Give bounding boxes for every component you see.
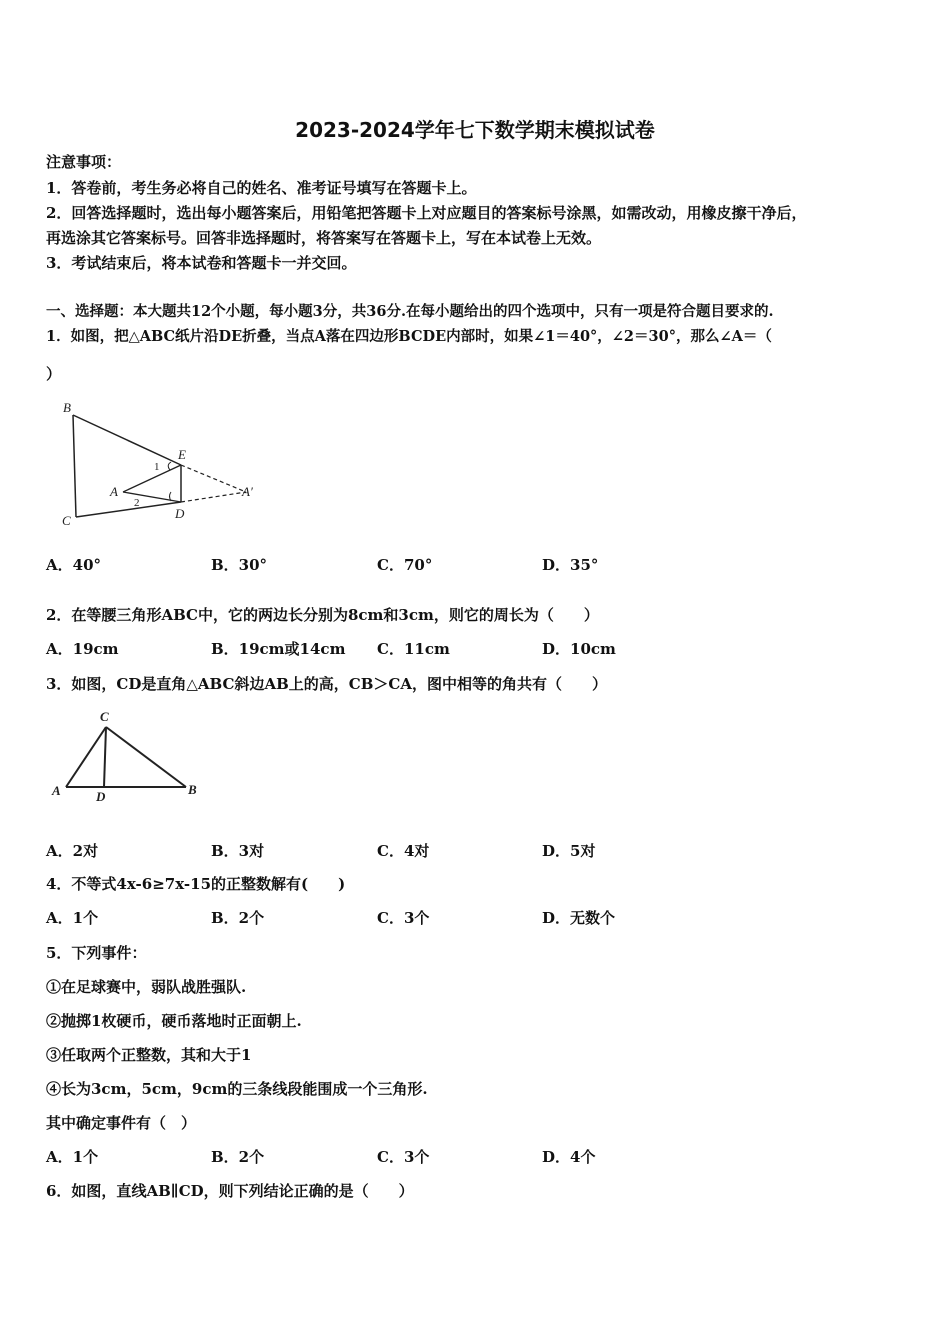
q5-option-d: D．4个 — [542, 1148, 596, 1166]
q4-option-c: C．3个 — [377, 909, 430, 927]
q3-option-d: D．5对 — [542, 842, 596, 860]
notice-item: 3．考试结束后，将本试卷和答题卡一并交回。 — [46, 254, 357, 272]
q5-option-c: C．3个 — [377, 1148, 430, 1166]
notice-item: 1．答卷前，考生务必将自己的姓名、准考证号填写在答题卡上。 — [46, 179, 477, 197]
q1-option-b: B．30° — [211, 556, 268, 574]
question-4-stem: 4．不等式4x-6≥7x-15的正整数解有( ) — [46, 875, 346, 893]
edge-ca — [66, 727, 106, 787]
q3-option-b: B．3对 — [211, 842, 265, 860]
q4-option-d: D．无数个 — [542, 909, 616, 927]
page-title: 2023-2024学年七下数学期末模拟试卷 — [295, 118, 655, 142]
question-2-stem: 2．在等腰三角形ABC中，它的两边长分别为8cm和3cm，则它的周长为（ ） — [46, 606, 599, 624]
angle-1-arc — [168, 462, 171, 470]
label-c: C — [100, 709, 109, 724]
question-1-figure — [58, 395, 268, 530]
q4-option-a: A．1个 — [46, 909, 99, 927]
label-b: B — [63, 400, 71, 415]
q5-event: ④长为3cm，5cm，9cm的三条线段能围成一个三角形. — [46, 1080, 428, 1098]
edge-ae — [123, 465, 181, 492]
q5-event: ①在足球赛中，弱队战胜强队. — [46, 978, 247, 996]
label-b: B — [188, 782, 197, 797]
fold-ea2 — [181, 465, 246, 492]
q2-option-a: A．19cm — [46, 640, 119, 658]
edge-cd — [104, 727, 106, 787]
label-d: D — [96, 789, 106, 804]
q4-option-b: B．2个 — [211, 909, 265, 927]
edge-cb — [106, 727, 186, 787]
q5-event: ②抛掷1枚硬币，硬币落地时正面朝上. — [46, 1012, 302, 1030]
q2-option-d: D．10cm — [542, 640, 616, 658]
label-angle-1: 1 — [154, 461, 160, 473]
question-6-stem: 6．如图，直线AB∥CD，则下列结论正确的是（ ） — [46, 1182, 414, 1200]
fold-da2 — [181, 492, 246, 502]
question-1-stem: 1．如图，把△ABC纸片沿DE折叠，当点A落在四边形BCDE内部时，如果∠1＝40°，∠2＝30°，那么∠A＝（ — [46, 328, 772, 345]
notice-item: 再选涂其它答案标号。回答非选择题时，将答案写在答题卡上，写在本试卷上无效。 — [46, 229, 602, 247]
q5-option-a: A．1个 — [46, 1148, 99, 1166]
edge-ad — [123, 492, 181, 502]
label-a: A — [110, 484, 118, 499]
question-3-figure — [48, 705, 208, 805]
question-3-stem: 3．如图，CD是直角△ABC斜边AB上的高，CB＞CA，图中相等的角共有（ ） — [46, 675, 607, 693]
label-d: D — [175, 506, 185, 521]
notice-item: 2．回答选择题时，选出每小题答案后，用铅笔把答题卡上对应题目的答案标号涂黑，如需改动，用橡皮擦干净后， — [46, 204, 807, 222]
q1-option-c: C．70° — [377, 556, 433, 574]
q3-option-a: A．2对 — [46, 842, 99, 860]
q2-option-b: B．19cm或14cm — [211, 640, 346, 658]
q2-option-c: C．11cm — [377, 640, 450, 658]
label-a: A — [52, 783, 61, 798]
label-a-prime: A′ — [242, 484, 253, 499]
question-1-stem-cont: ） — [46, 365, 62, 383]
label-angle-2: 2 — [134, 497, 140, 509]
section-heading: 一、选择题：本大题共12个小题，每小题3分，共36分.在每小题给出的四个选项中，只有一项是符合题目要求的. — [46, 303, 774, 320]
q1-option-a: A．40° — [46, 556, 102, 574]
question-5-stem: 5．下列事件： — [46, 944, 147, 962]
q3-option-c: C．4对 — [377, 842, 430, 860]
question-5-stem-end: 其中确定事件有（ ） — [46, 1114, 197, 1132]
edge-bc — [73, 415, 76, 517]
edge-cd — [76, 502, 181, 517]
label-e: E — [178, 447, 186, 462]
notice-heading: 注意事项： — [46, 153, 122, 171]
q1-option-d: D．35° — [542, 556, 599, 574]
q5-event: ③任取两个正整数，其和大于1 — [46, 1046, 252, 1064]
label-c: C — [62, 513, 71, 528]
edge-be — [73, 415, 181, 465]
q5-option-b: B．2个 — [211, 1148, 265, 1166]
